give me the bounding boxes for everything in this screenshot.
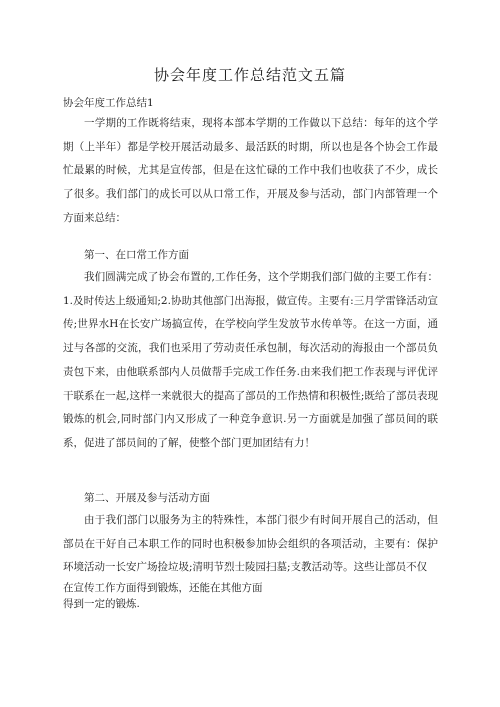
- paragraph-intro: 一学期的工作既将结束，现将本部本学期的工作做以下总结：每年的这个学期（上半年）都是学校开展活动最多、最活跃的时期，所以也是各个协会工作最忙最累的时候，尤其是宣传部，但是在这忙碌的工作中我们也收获了不少，成长了很多。我们部门的成长可以从口常工作，开展及参与活动，部门内部管理一个方面来总结：: [63, 117, 438, 224]
- section-heading-activities: 第二、开展及参与活动方面: [84, 492, 210, 504]
- document-title: 协会年度工作总结范文五篇: [153, 66, 346, 84]
- paragraph-tail-line-1: 在宣传工作方面得到锻炼，还能在其他方面: [63, 582, 263, 594]
- paragraph-daily-work: 我们圆满完成了协会布置的,工作任务，这个学期我们部门做的主要工作有：1.及时传达上级通知;2.协助其他部门出海报，做宣传。主要有:三月学雷锋活动宣传;世界水H在长安广场搞宣传，在学校向学生发放节水传单等。在这一方面，通过与各部的交流，我们也采用了劳动责任承包制，每次活动的海报由一个部员负责包下来，由他联系部内人员做帮手完成工作任务.由来我们把工作表现与评优评干联系在一起,这样一来就很大的提高了部员的工作热情和积极性;既给了部员表现锻炼的机会,同时部门内又形成了一种竞争意识.另一方面就是加强了部员间的联系，促进了部员间的了解，使整个部门更加团结有力！: [63, 271, 438, 449]
- section-heading-daily-work: 第一、在口常工作方面: [84, 249, 189, 261]
- paragraph-activities: 由于我们部门以服务为主的特殊性，本部门很少有时间开展自己的活动，但部员在干好自己本职工作的同时也积极参加协会组织的各项活动，主要有：保护环境活动一长安广场捡垃圾;清明节烈士陵园扫墓;支教活动等。这些让部员不仅: [63, 514, 438, 574]
- document-subtitle: 协会年度工作总结1: [63, 97, 154, 109]
- paragraph-tail-line-2: 得到一定的锻炼.: [63, 598, 140, 610]
